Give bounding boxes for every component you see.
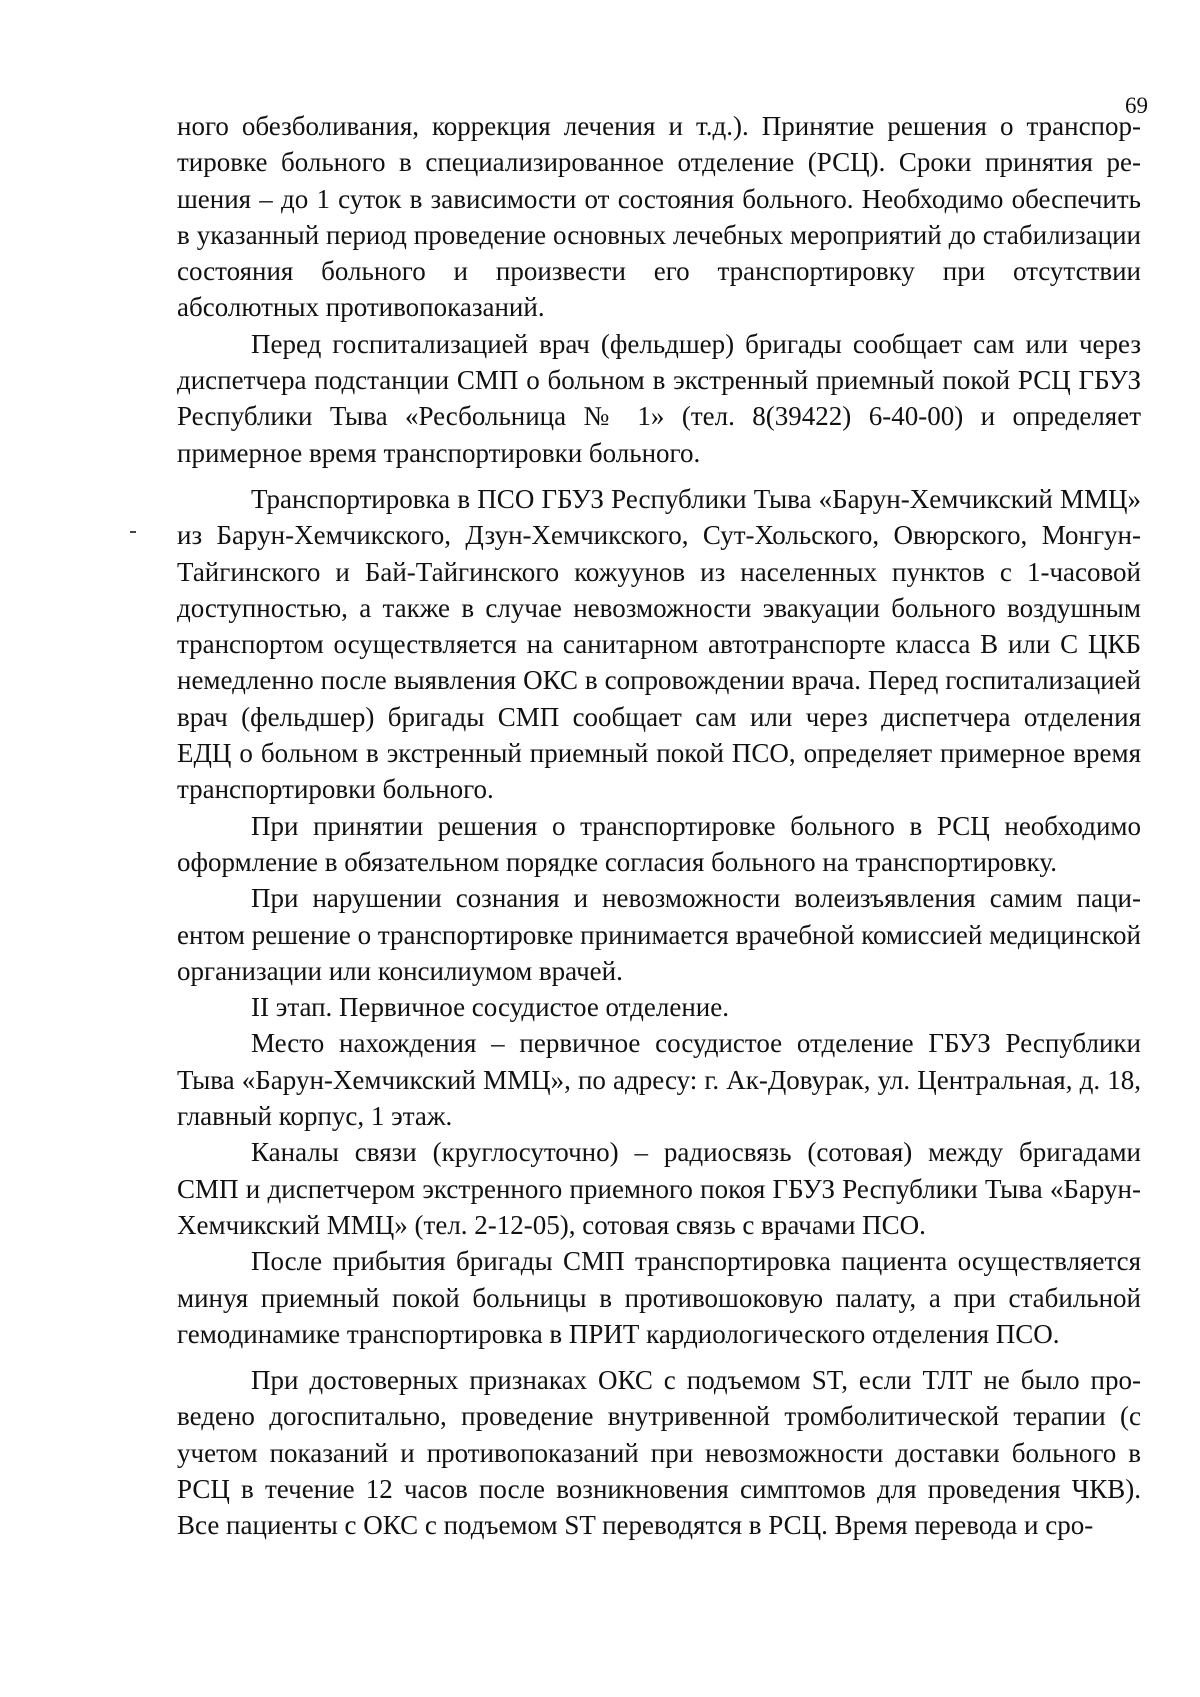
paragraph-hospitalization-notice: Перед госпитализацией врач (фельдшер) бригады сообщает сам или через диспетчера подстанции СМП о больном в экстренный приемный покой РСЦ ГБУЗ Республики Тыва «Ресбольница № 1» (тел. 8(39422) 6-40-00) и определяет примерное время транспортировки больного. [177, 328, 1141, 468]
page-number: 69 [1125, 93, 1148, 118]
body-text [177, 108, 1141, 1544]
paragraph-stage-heading: II этап. Первичное сосудистое отделение. [251, 992, 729, 1023]
paragraph-arrival-transport: После прибытия бригады СМП транспортировка пациента осуществляется минуя приемный покой больницы в противошоковую палату, а при стабильной гемодинамике транспортировка в ПРИТ кардиологического отделения ПСО. [177, 1246, 1141, 1349]
paragraph-impaired-consciousness: При нарушении сознания и невозможности волеизъявления самим пациентом решение о транспортировке принимается врачебной комиссией медицинской организации или консилиумом врачей. [177, 883, 1141, 986]
paragraph-communication-channels: Каналы связи (круглосуточно) – радиосвязь (сотовая) между бригадами СМП и диспетчером экстренного приемного покоя ГБУЗ Республики Тыва «Барун-Хемчикский ММЦ» (тел. 2-12-05), сотовая связь с врачами ПСО. [177, 1137, 1141, 1240]
scan-artifact-mark [130, 531, 136, 533]
paragraph-consent: При принятии решения о транспортировке больного в РСЦ необходимо оформление в обязательном порядке согласия больного на транспортировку. [177, 810, 1141, 877]
paragraph-transport-to-pso: Транспортировка в ПСО ГБУЗ Республики Тыва «Барун-Хемчикский ММЦ» из Барун-Хемчикского, Дзун-Хемчикского, Сут-Хольского, Овюрского, Монгун-Тайгинского и Бай-Тайгинского кожуунов из населенных пунктов с 1-часовой доступностью, а также в случае невозможности эвакуации больного воздушным транспортом осуществляется на санитарном автотранспорте класса В или С ЦКБ немедленно после выявления ОКС в сопровождении врача. Перед госпитализацией врач (фельдшер) бригады СМП сообщает сам или через диспетчера отделения ЕДЦ о больном в экстренный приемный покой ПСО, определяет примерное время транспортировки больного. [177, 483, 1141, 805]
paragraph-continuation: ного обезболивания, коррекция лечения и т.д.). Принятие решения о транспортировке больного в специализированное отделение (РСЦ). Сроки принятия решения – до 1 суток в зависимости от состояния больного. Необходимо обеспечить в указанный период проведение основных лечебных мероприятий до стабилизации состояния больного и произвести его транспортировку при отсутствии абсолютных противопоказаний. [177, 111, 1141, 323]
paragraph-location: Место нахождения – первичное сосудистое отделение ГБУЗ Республики Тыва «Барун-Хемчикский ММЦ», по адресу: г. Ак-Довурак, ул. Центральная, д. 18, главный корпус, 1 этаж. [177, 1028, 1141, 1132]
paragraph-thrombolysis: При достоверных признаках ОКС с подъемом ST, если ТЛТ не было проведено догоспитально, проведение внутривенной тромболитической терапии (с учетом показаний и противопоказаний при невозможности доставки больного в РСЦ в течение 12 часов после возникновения симптомов для проведения ЧКВ). Все пациенты с ОКС с подъемом ST переводятся в РСЦ. Время перевода и сро- [177, 1365, 1141, 1541]
